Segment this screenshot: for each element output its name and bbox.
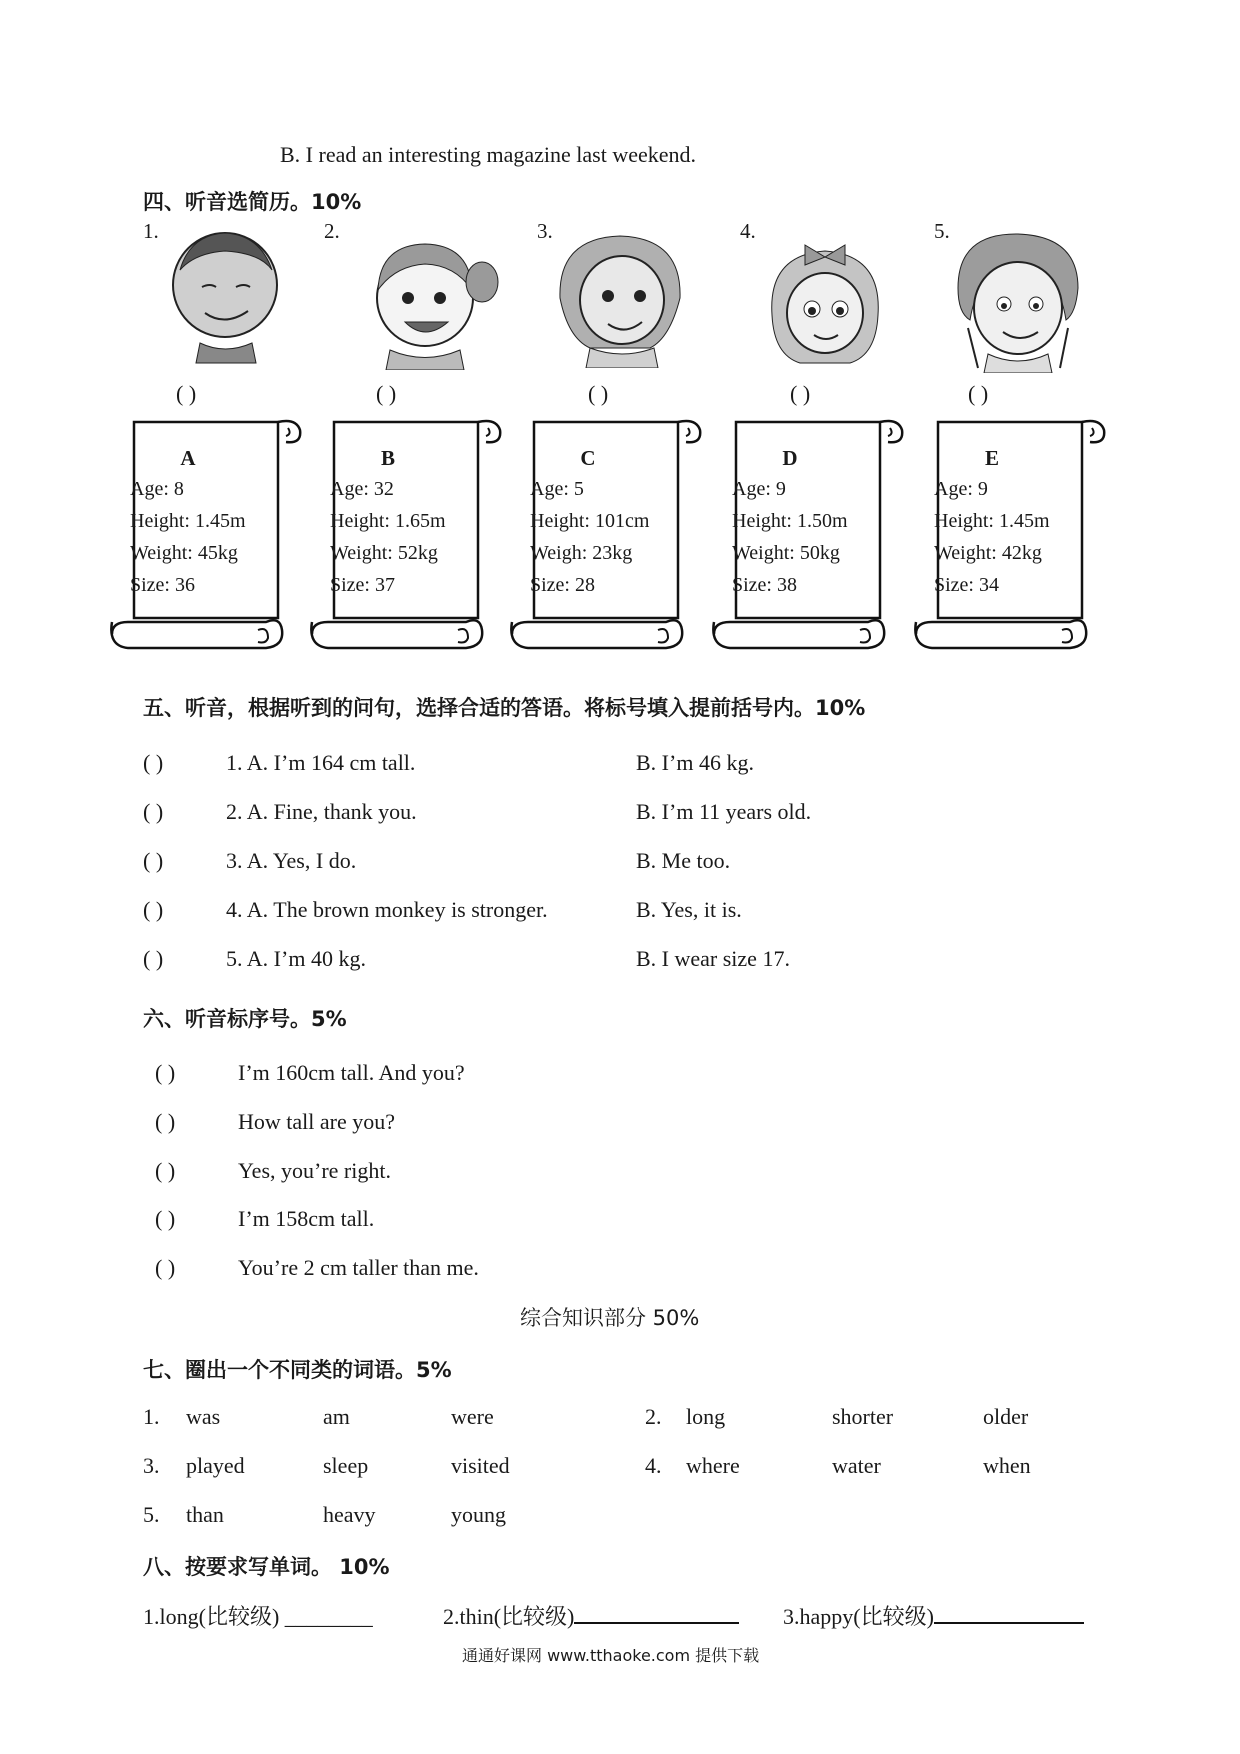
s5-option-b-5: B. I wear size 17.	[636, 946, 790, 971]
card-height: Height: 1.65m	[330, 510, 446, 532]
s5-option-b-4: B. Yes, it is.	[636, 897, 742, 922]
s8-item-3-blank[interactable]	[934, 1600, 1084, 1624]
s7-word[interactable]: shorter	[832, 1404, 894, 1429]
s7-group-5-number: 5.	[143, 1502, 160, 1527]
resume-card-e	[912, 418, 1102, 658]
card-age: Age: 9	[732, 478, 786, 500]
s7-word[interactable]: where	[686, 1453, 740, 1478]
s6-sentence-5: You’re 2 cm taller than me.	[238, 1255, 479, 1280]
s5-answer-paren-1[interactable]: ( )	[143, 750, 164, 775]
s8-item-2	[443, 1600, 739, 1631]
woman-portrait-5	[948, 228, 1088, 373]
s7-word[interactable]: older	[983, 1404, 1029, 1429]
card-letter: D	[782, 446, 798, 470]
section-6-title: 六、听音标序号。5%	[143, 1007, 347, 1031]
picture-answer-5[interactable]: ( )	[968, 381, 989, 406]
s7-word[interactable]: when	[983, 1453, 1031, 1478]
s7-group-4-number: 4.	[645, 1453, 662, 1478]
card-size: Size: 36	[130, 574, 195, 596]
section-7-title: 七、圈出一个不同类的词语。5%	[143, 1358, 452, 1382]
s8-item-2-blank[interactable]	[574, 1600, 739, 1624]
s5-answer-paren-5[interactable]: ( )	[143, 946, 164, 971]
s5-option-a-5: 5. A. I’m 40 kg.	[226, 946, 366, 971]
s8-item-3	[783, 1600, 1084, 1631]
section-8-title: 八、按要求写单词。 10%	[143, 1555, 390, 1579]
s7-word[interactable]: than	[186, 1502, 224, 1527]
s7-word[interactable]: long	[686, 1404, 726, 1429]
resume-card-d	[710, 418, 900, 658]
part-title: 综合知识部分 50%	[520, 1306, 700, 1330]
s5-answer-paren-4[interactable]: ( )	[143, 897, 164, 922]
s5-option-b-2: B. I’m 11 years old.	[636, 799, 812, 824]
s6-answer-paren-1[interactable]: ( )	[155, 1060, 176, 1085]
picture-answer-2[interactable]: ( )	[376, 381, 397, 406]
card-weight: Weight: 52kg	[330, 542, 438, 564]
section-5-title: 五、听音，根据听到的问句，选择合适的答语。将标号填入提前括号内。10%	[143, 696, 866, 720]
s6-answer-paren-5[interactable]: ( )	[155, 1255, 176, 1280]
card-height: Height: 1.50m	[732, 510, 848, 532]
card-weight: Weight: 42kg	[934, 542, 1042, 564]
s6-answer-paren-2[interactable]: ( )	[155, 1109, 176, 1134]
picture-number-4: 4.	[740, 219, 756, 243]
s5-answer-paren-3[interactable]: ( )	[143, 848, 164, 873]
s8-item-3-label: 3.happy(比较级)	[783, 1604, 934, 1629]
s5-option-b-3: B. Me too.	[636, 848, 731, 873]
card-letter: C	[580, 446, 596, 470]
s7-word[interactable]: young	[451, 1502, 506, 1527]
s5-answer-paren-2[interactable]: ( )	[143, 799, 164, 824]
card-weight: Weigh: 23kg	[530, 542, 633, 564]
boy-portrait-1	[160, 225, 290, 365]
resume-card-a	[108, 418, 298, 658]
s7-word[interactable]: played	[186, 1453, 245, 1478]
card-size: Size: 28	[530, 574, 595, 596]
s7-group-2-number: 2.	[645, 1404, 662, 1429]
card-letter: B	[380, 446, 395, 470]
s7-group-3-number: 3.	[143, 1453, 160, 1478]
top-option-line: B. I read an interesting magazine last weekend.	[280, 142, 697, 167]
s7-group-1-number: 1.	[143, 1404, 160, 1429]
card-letter: A	[180, 446, 196, 470]
card-size: Size: 37	[330, 574, 395, 596]
card-size: Size: 38	[732, 574, 797, 596]
picture-answer-4[interactable]: ( )	[790, 381, 811, 406]
s7-word[interactable]: am	[323, 1404, 350, 1429]
footer-credit: 通通好课网 www.tthaoke.com 提供下载	[462, 1646, 760, 1665]
s5-option-b-1: B. I’m 46 kg.	[636, 750, 754, 775]
section-4-title: 四、听音选简历。10%	[143, 190, 362, 214]
card-size: Size: 34	[934, 574, 999, 596]
card-weight: Weight: 50kg	[732, 542, 840, 564]
s5-option-a-2: 2. A. Fine, thank you.	[226, 799, 417, 824]
picture-answer-3[interactable]: ( )	[588, 381, 609, 406]
s8-item-2-label: 2.thin(比较级)	[443, 1604, 575, 1629]
s6-sentence-2: How tall are you?	[238, 1109, 395, 1134]
card-height: Height: 101cm	[530, 510, 650, 532]
card-age: Age: 8	[130, 478, 184, 500]
s6-sentence-4: I’m 158cm tall.	[238, 1206, 375, 1231]
card-height: Height: 1.45m	[934, 510, 1050, 532]
s7-word[interactable]: heavy	[323, 1502, 376, 1527]
s8-item-1-label: 1.long(比较级)	[143, 1604, 280, 1629]
s7-word[interactable]: was	[186, 1404, 221, 1429]
picture-number-2: 2.	[324, 219, 340, 243]
card-age: Age: 32	[330, 478, 394, 500]
s5-option-a-4: 4. A. The brown monkey is stronger.	[226, 897, 548, 922]
girl-portrait-4	[760, 235, 890, 370]
s6-sentence-1: I’m 160cm tall. And you?	[238, 1060, 465, 1085]
s7-word[interactable]: visited	[451, 1453, 510, 1478]
girl-portrait-2	[360, 230, 500, 370]
s7-word[interactable]: sleep	[323, 1453, 369, 1478]
card-letter: E	[984, 446, 999, 470]
picture-number-5: 5.	[934, 219, 950, 243]
resume-card-b	[308, 418, 498, 658]
s6-answer-paren-4[interactable]: ( )	[155, 1206, 176, 1231]
girl-portrait-3	[550, 228, 690, 368]
card-weight: Weight: 45kg	[130, 542, 238, 564]
s5-option-a-3: 3. A. Yes, I do.	[226, 848, 357, 873]
picture-number-1: 1.	[143, 219, 159, 243]
s7-word[interactable]: water	[832, 1453, 881, 1478]
card-age: Age: 9	[934, 478, 988, 500]
s6-answer-paren-3[interactable]: ( )	[155, 1158, 176, 1183]
s6-sentence-3: Yes, you’re right.	[238, 1158, 391, 1183]
card-height: Height: 1.45m	[130, 510, 246, 532]
picture-number-3: 3.	[537, 219, 553, 243]
s8-item-1-blank[interactable]: ________	[284, 1604, 373, 1629]
s7-word[interactable]: were	[451, 1404, 494, 1429]
card-age: Age: 5	[530, 478, 584, 500]
s5-option-a-1: 1. A. I’m 164 cm tall.	[226, 750, 416, 775]
s8-item-1	[143, 1600, 373, 1631]
picture-answer-1[interactable]: ( )	[176, 381, 197, 406]
resume-card-c	[508, 418, 698, 658]
